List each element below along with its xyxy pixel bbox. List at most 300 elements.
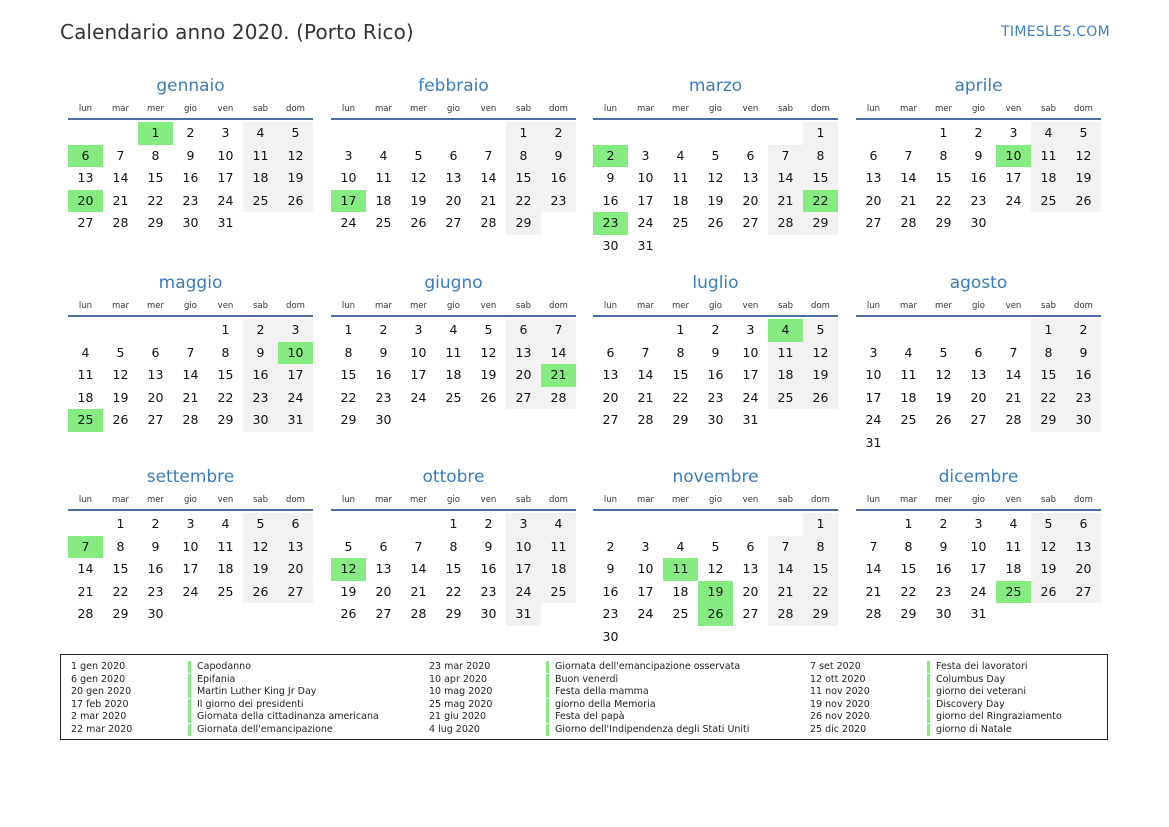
holiday-cell[interactable]: 25 <box>996 581 1031 604</box>
day-cell[interactable]: 26 <box>278 190 313 213</box>
day-cell[interactable]: 21 <box>182 389 199 405</box>
holiday-cell[interactable]: 2 <box>593 145 628 168</box>
holiday-cell[interactable]: 12 <box>331 558 366 581</box>
day-cell[interactable]: 1 <box>449 516 458 531</box>
holiday-cell[interactable]: 19 <box>698 581 733 604</box>
day-cell[interactable]: 20 <box>375 583 392 599</box>
day-cell[interactable]: 21 <box>77 583 94 599</box>
day-cell[interactable]: 13 <box>77 170 94 185</box>
day-cell[interactable]: 29 <box>803 212 838 235</box>
day-cell[interactable]: 11 <box>541 536 576 559</box>
day-cell[interactable]: 11 <box>445 344 462 360</box>
day-cell[interactable]: 21 <box>1005 389 1022 405</box>
day-cell[interactable]: 24 <box>865 412 882 427</box>
day-cell[interactable]: 15 <box>803 558 838 581</box>
holiday-cell[interactable]: 10 <box>996 145 1031 168</box>
day-cell[interactable]: 9 <box>151 538 160 554</box>
day-cell[interactable]: 18 <box>541 558 576 581</box>
day-cell[interactable]: 24 <box>637 606 654 621</box>
holiday-cell[interactable]: 21 <box>541 364 576 387</box>
day-cell[interactable]: 26 <box>1031 581 1066 604</box>
day-cell[interactable]: 9 <box>606 170 615 185</box>
day-cell[interactable]: 12 <box>278 145 313 168</box>
holiday-cell[interactable]: 17 <box>331 190 366 213</box>
day-cell[interactable]: 1 <box>116 516 125 531</box>
day-cell[interactable]: 30 <box>602 628 619 644</box>
day-cell[interactable]: 23 <box>243 387 278 410</box>
day-cell[interactable]: 22 <box>112 583 129 599</box>
day-cell[interactable]: 17 <box>865 389 882 405</box>
day-cell[interactable]: 6 <box>379 538 388 554</box>
day-cell[interactable]: 18 <box>672 583 689 599</box>
day-cell[interactable]: 4 <box>904 344 913 360</box>
day-cell[interactable]: 11 <box>1005 538 1022 554</box>
day-cell[interactable]: 28 <box>900 215 917 230</box>
day-cell[interactable]: 21 <box>480 192 497 208</box>
day-cell[interactable]: 1 <box>676 322 685 337</box>
day-cell[interactable]: 18 <box>900 389 917 405</box>
day-cell[interactable]: 13 <box>1066 536 1101 559</box>
day-cell[interactable]: 19 <box>1031 558 1066 581</box>
day-cell[interactable]: 25 <box>243 190 278 213</box>
day-cell[interactable]: 16 <box>602 192 619 208</box>
day-cell[interactable]: 28 <box>637 412 654 427</box>
day-cell[interactable]: 15 <box>445 561 462 576</box>
day-cell[interactable]: 4 <box>221 516 230 531</box>
day-cell[interactable]: 13 <box>375 561 392 576</box>
day-cell[interactable]: 23 <box>602 606 619 621</box>
day-cell[interactable]: 6 <box>449 147 458 163</box>
day-cell[interactable]: 26 <box>340 606 357 621</box>
day-cell[interactable]: 18 <box>77 389 94 405</box>
day-cell[interactable]: 14 <box>77 561 94 576</box>
day-cell[interactable]: 24 <box>742 389 759 405</box>
day-cell[interactable]: 11 <box>768 342 803 365</box>
day-cell[interactable]: 9 <box>379 344 388 360</box>
day-cell[interactable]: 8 <box>506 145 541 168</box>
day-cell[interactable]: 8 <box>803 536 838 559</box>
day-cell[interactable]: 7 <box>186 344 195 360</box>
day-cell[interactable]: 21 <box>865 583 882 599</box>
day-cell[interactable]: 16 <box>182 170 199 185</box>
day-cell[interactable]: 6 <box>1066 513 1101 536</box>
day-cell[interactable]: 11 <box>672 170 689 185</box>
day-cell[interactable]: 3 <box>344 147 353 163</box>
day-cell[interactable]: 23 <box>182 192 199 208</box>
day-cell[interactable]: 2 <box>379 322 388 337</box>
day-cell[interactable]: 6 <box>506 319 541 342</box>
day-cell[interactable]: 14 <box>410 561 427 576</box>
day-cell[interactable]: 27 <box>602 412 619 427</box>
day-cell[interactable]: 14 <box>900 170 917 185</box>
day-cell[interactable]: 28 <box>541 387 576 410</box>
day-cell[interactable]: 26 <box>803 387 838 410</box>
day-cell[interactable]: 9 <box>243 342 278 365</box>
day-cell[interactable]: 29 <box>803 603 838 626</box>
day-cell[interactable]: 11 <box>1031 145 1066 168</box>
day-cell[interactable]: 12 <box>112 367 129 382</box>
day-cell[interactable]: 21 <box>768 190 803 213</box>
day-cell[interactable]: 23 <box>541 190 576 213</box>
day-cell[interactable]: 29 <box>340 412 357 427</box>
day-cell[interactable]: 9 <box>541 145 576 168</box>
day-cell[interactable]: 10 <box>182 538 199 554</box>
day-cell[interactable]: 29 <box>112 606 129 621</box>
day-cell[interactable]: 12 <box>410 170 427 185</box>
day-cell[interactable]: 13 <box>742 170 759 185</box>
holiday-cell[interactable]: 23 <box>593 212 628 235</box>
day-cell[interactable]: 1 <box>904 516 913 531</box>
day-cell[interactable]: 5 <box>344 538 353 554</box>
day-cell[interactable]: 28 <box>865 606 882 621</box>
day-cell[interactable]: 19 <box>340 583 357 599</box>
day-cell[interactable]: 25 <box>445 389 462 405</box>
day-cell[interactable]: 29 <box>217 412 234 427</box>
day-cell[interactable]: 22 <box>672 389 689 405</box>
day-cell[interactable]: 17 <box>742 367 759 382</box>
day-cell[interactable]: 20 <box>506 364 541 387</box>
day-cell[interactable]: 12 <box>707 561 724 576</box>
day-cell[interactable]: 9 <box>974 147 983 163</box>
day-cell[interactable]: 9 <box>939 538 948 554</box>
day-cell[interactable]: 23 <box>375 389 392 405</box>
day-cell[interactable]: 19 <box>410 192 427 208</box>
day-cell[interactable]: 11 <box>900 367 917 382</box>
day-cell[interactable]: 29 <box>147 215 164 230</box>
day-cell[interactable]: 21 <box>410 583 427 599</box>
day-cell[interactable]: 3 <box>186 516 195 531</box>
day-cell[interactable]: 13 <box>602 367 619 382</box>
day-cell[interactable]: 25 <box>900 412 917 427</box>
day-cell[interactable]: 22 <box>935 192 952 208</box>
day-cell[interactable]: 2 <box>1066 319 1101 342</box>
day-cell[interactable]: 10 <box>637 170 654 185</box>
day-cell[interactable]: 25 <box>672 215 689 230</box>
day-cell[interactable]: 9 <box>186 147 195 163</box>
day-cell[interactable]: 24 <box>278 387 313 410</box>
day-cell[interactable]: 23 <box>970 192 987 208</box>
day-cell[interactable]: 2 <box>939 516 948 531</box>
day-cell[interactable]: 8 <box>221 344 230 360</box>
day-cell[interactable]: 1 <box>506 122 541 145</box>
day-cell[interactable]: 20 <box>742 583 759 599</box>
day-cell[interactable]: 25 <box>672 606 689 621</box>
day-cell[interactable]: 12 <box>935 367 952 382</box>
day-cell[interactable]: 14 <box>768 167 803 190</box>
day-cell[interactable]: 1 <box>344 322 353 337</box>
day-cell[interactable]: 28 <box>410 606 427 621</box>
day-cell[interactable]: 18 <box>375 192 392 208</box>
day-cell[interactable]: 23 <box>707 389 724 405</box>
day-cell[interactable]: 1 <box>221 322 230 337</box>
day-cell[interactable]: 11 <box>243 145 278 168</box>
day-cell[interactable]: 26 <box>243 581 278 604</box>
day-cell[interactable]: 17 <box>217 170 234 185</box>
day-cell[interactable]: 28 <box>1005 412 1022 427</box>
day-cell[interactable]: 16 <box>935 561 952 576</box>
day-cell[interactable]: 15 <box>803 167 838 190</box>
holiday-cell[interactable]: 20 <box>68 190 103 213</box>
day-cell[interactable]: 2 <box>484 516 493 531</box>
day-cell[interactable]: 31 <box>278 409 313 432</box>
day-cell[interactable]: 30 <box>147 606 164 621</box>
day-cell[interactable]: 27 <box>506 387 541 410</box>
day-cell[interactable]: 11 <box>217 538 234 554</box>
holiday-cell[interactable]: 22 <box>803 190 838 213</box>
day-cell[interactable]: 25 <box>1031 190 1066 213</box>
holiday-cell[interactable]: 7 <box>68 536 103 559</box>
day-cell[interactable]: 31 <box>506 603 541 626</box>
day-cell[interactable]: 16 <box>970 170 987 185</box>
day-cell[interactable]: 12 <box>707 170 724 185</box>
day-cell[interactable]: 12 <box>1031 536 1066 559</box>
day-cell[interactable]: 2 <box>151 516 160 531</box>
day-cell[interactable]: 27 <box>278 581 313 604</box>
day-cell[interactable]: 16 <box>147 561 164 576</box>
day-cell[interactable]: 7 <box>541 319 576 342</box>
day-cell[interactable]: 3 <box>414 322 423 337</box>
day-cell[interactable]: 26 <box>480 389 497 405</box>
day-cell[interactable]: 28 <box>480 215 497 230</box>
day-cell[interactable]: 17 <box>637 583 654 599</box>
day-cell[interactable]: 21 <box>637 389 654 405</box>
day-cell[interactable]: 4 <box>81 344 90 360</box>
day-cell[interactable]: 16 <box>541 167 576 190</box>
day-cell[interactable]: 30 <box>480 606 497 621</box>
day-cell[interactable]: 29 <box>900 606 917 621</box>
day-cell[interactable]: 6 <box>278 513 313 536</box>
day-cell[interactable]: 1 <box>803 122 838 145</box>
day-cell[interactable]: 30 <box>375 412 392 427</box>
day-cell[interactable]: 24 <box>410 389 427 405</box>
day-cell[interactable]: 27 <box>742 606 759 621</box>
day-cell[interactable]: 15 <box>900 561 917 576</box>
day-cell[interactable]: 15 <box>147 170 164 185</box>
holiday-cell[interactable]: 25 <box>68 409 103 432</box>
day-cell[interactable]: 5 <box>116 344 125 360</box>
day-cell[interactable]: 10 <box>340 170 357 185</box>
day-cell[interactable]: 26 <box>707 215 724 230</box>
day-cell[interactable]: 18 <box>768 364 803 387</box>
day-cell[interactable]: 16 <box>375 367 392 382</box>
day-cell[interactable]: 14 <box>480 170 497 185</box>
day-cell[interactable]: 5 <box>484 322 493 337</box>
day-cell[interactable]: 8 <box>939 147 948 163</box>
day-cell[interactable]: 5 <box>243 513 278 536</box>
day-cell[interactable]: 22 <box>217 389 234 405</box>
day-cell[interactable]: 19 <box>935 389 952 405</box>
day-cell[interactable]: 3 <box>641 147 650 163</box>
day-cell[interactable]: 17 <box>970 561 987 576</box>
day-cell[interactable]: 27 <box>445 215 462 230</box>
day-cell[interactable]: 8 <box>904 538 913 554</box>
day-cell[interactable]: 14 <box>112 170 129 185</box>
day-cell[interactable]: 9 <box>1066 342 1101 365</box>
day-cell[interactable]: 22 <box>147 192 164 208</box>
day-cell[interactable]: 18 <box>243 167 278 190</box>
day-cell[interactable]: 13 <box>147 367 164 382</box>
day-cell[interactable]: 4 <box>1031 122 1066 145</box>
day-cell[interactable]: 28 <box>768 603 803 626</box>
day-cell[interactable]: 15 <box>672 367 689 382</box>
day-cell[interactable]: 3 <box>746 322 755 337</box>
day-cell[interactable]: 2 <box>974 125 983 140</box>
day-cell[interactable]: 23 <box>1066 387 1101 410</box>
day-cell[interactable]: 15 <box>112 561 129 576</box>
day-cell[interactable]: 25 <box>375 215 392 230</box>
day-cell[interactable]: 18 <box>672 192 689 208</box>
day-cell[interactable]: 15 <box>506 167 541 190</box>
day-cell[interactable]: 7 <box>116 147 125 163</box>
day-cell[interactable]: 8 <box>803 145 838 168</box>
day-cell[interactable]: 26 <box>1066 190 1101 213</box>
day-cell[interactable]: 31 <box>217 215 234 230</box>
day-cell[interactable]: 28 <box>768 212 803 235</box>
day-cell[interactable]: 8 <box>116 538 125 554</box>
day-cell[interactable]: 17 <box>410 367 427 382</box>
day-cell[interactable]: 6 <box>974 344 983 360</box>
day-cell[interactable]: 27 <box>865 215 882 230</box>
day-cell[interactable]: 13 <box>506 342 541 365</box>
day-cell[interactable]: 3 <box>506 513 541 536</box>
day-cell[interactable]: 24 <box>340 215 357 230</box>
day-cell[interactable]: 28 <box>112 215 129 230</box>
day-cell[interactable]: 22 <box>506 190 541 213</box>
holiday-cell[interactable]: 26 <box>698 603 733 626</box>
holiday-cell[interactable]: 11 <box>663 558 698 581</box>
day-cell[interactable]: 20 <box>147 389 164 405</box>
day-cell[interactable]: 20 <box>970 389 987 405</box>
day-cell[interactable]: 24 <box>637 215 654 230</box>
day-cell[interactable]: 20 <box>278 558 313 581</box>
day-cell[interactable]: 24 <box>970 583 987 599</box>
day-cell[interactable]: 29 <box>672 412 689 427</box>
day-cell[interactable]: 27 <box>147 412 164 427</box>
day-cell[interactable]: 20 <box>865 192 882 208</box>
day-cell[interactable]: 22 <box>803 581 838 604</box>
day-cell[interactable]: 27 <box>77 215 94 230</box>
day-cell[interactable]: 3 <box>221 125 230 140</box>
day-cell[interactable]: 10 <box>637 561 654 576</box>
day-cell[interactable]: 7 <box>904 147 913 163</box>
day-cell[interactable]: 16 <box>1066 364 1101 387</box>
day-cell[interactable]: 16 <box>707 367 724 382</box>
day-cell[interactable]: 5 <box>1031 513 1066 536</box>
day-cell[interactable]: 29 <box>445 606 462 621</box>
day-cell[interactable]: 19 <box>707 192 724 208</box>
brand-link[interactable]: TIMESLES.COM <box>1001 24 1110 40</box>
holiday-cell[interactable]: 4 <box>768 319 803 342</box>
day-cell[interactable]: 8 <box>151 147 160 163</box>
day-cell[interactable]: 21 <box>112 192 129 208</box>
day-cell[interactable]: 18 <box>217 561 234 576</box>
day-cell[interactable]: 29 <box>1031 409 1066 432</box>
day-cell[interactable]: 15 <box>1031 364 1066 387</box>
day-cell[interactable]: 29 <box>935 215 952 230</box>
day-cell[interactable]: 30 <box>602 237 619 253</box>
day-cell[interactable]: 23 <box>480 583 497 599</box>
day-cell[interactable]: 12 <box>1066 145 1101 168</box>
day-cell[interactable]: 14 <box>768 558 803 581</box>
day-cell[interactable]: 31 <box>865 434 882 450</box>
day-cell[interactable]: 17 <box>182 561 199 576</box>
day-cell[interactable]: 19 <box>803 364 838 387</box>
day-cell[interactable]: 24 <box>1005 192 1022 208</box>
day-cell[interactable]: 27 <box>742 215 759 230</box>
day-cell[interactable]: 19 <box>112 389 129 405</box>
day-cell[interactable]: 6 <box>606 344 615 360</box>
day-cell[interactable]: 5 <box>711 147 720 163</box>
day-cell[interactable]: 13 <box>445 170 462 185</box>
day-cell[interactable]: 20 <box>602 389 619 405</box>
day-cell[interactable]: 12 <box>243 536 278 559</box>
day-cell[interactable]: 22 <box>340 389 357 405</box>
day-cell[interactable]: 19 <box>243 558 278 581</box>
day-cell[interactable]: 12 <box>803 342 838 365</box>
day-cell[interactable]: 1 <box>939 125 948 140</box>
day-cell[interactable]: 11 <box>77 367 94 382</box>
day-cell[interactable]: 9 <box>711 344 720 360</box>
day-cell[interactable]: 17 <box>506 558 541 581</box>
day-cell[interactable]: 29 <box>506 212 541 235</box>
day-cell[interactable]: 3 <box>869 344 878 360</box>
day-cell[interactable]: 2 <box>541 122 576 145</box>
day-cell[interactable]: 7 <box>869 538 878 554</box>
day-cell[interactable]: 30 <box>935 606 952 621</box>
day-cell[interactable]: 5 <box>803 319 838 342</box>
day-cell[interactable]: 9 <box>606 561 615 576</box>
day-cell[interactable]: 27 <box>970 412 987 427</box>
day-cell[interactable]: 9 <box>484 538 493 554</box>
day-cell[interactable]: 20 <box>742 192 759 208</box>
day-cell[interactable]: 4 <box>541 513 576 536</box>
day-cell[interactable]: 5 <box>414 147 423 163</box>
day-cell[interactable]: 2 <box>711 322 720 337</box>
day-cell[interactable]: 12 <box>480 344 497 360</box>
day-cell[interactable]: 30 <box>182 215 199 230</box>
day-cell[interactable]: 3 <box>641 538 650 554</box>
day-cell[interactable]: 13 <box>742 561 759 576</box>
day-cell[interactable]: 15 <box>217 367 234 382</box>
day-cell[interactable]: 1 <box>1031 319 1066 342</box>
day-cell[interactable]: 19 <box>278 167 313 190</box>
day-cell[interactable]: 10 <box>506 536 541 559</box>
day-cell[interactable]: 5 <box>711 538 720 554</box>
day-cell[interactable]: 19 <box>1066 167 1101 190</box>
day-cell[interactable]: 31 <box>970 606 987 621</box>
day-cell[interactable]: 7 <box>768 536 803 559</box>
day-cell[interactable]: 10 <box>865 367 882 382</box>
day-cell[interactable]: 22 <box>900 583 917 599</box>
day-cell[interactable]: 18 <box>445 367 462 382</box>
day-cell[interactable]: 4 <box>676 538 685 554</box>
day-cell[interactable]: 10 <box>742 344 759 360</box>
day-cell[interactable]: 27 <box>375 606 392 621</box>
day-cell[interactable]: 8 <box>1031 342 1066 365</box>
day-cell[interactable]: 2 <box>243 319 278 342</box>
day-cell[interactable]: 26 <box>410 215 427 230</box>
day-cell[interactable]: 7 <box>1009 344 1018 360</box>
day-cell[interactable]: 30 <box>1066 409 1101 432</box>
day-cell[interactable]: 10 <box>217 147 234 163</box>
day-cell[interactable]: 21 <box>900 192 917 208</box>
day-cell[interactable]: 15 <box>935 170 952 185</box>
day-cell[interactable]: 27 <box>1066 581 1101 604</box>
day-cell[interactable]: 5 <box>939 344 948 360</box>
day-cell[interactable]: 13 <box>278 536 313 559</box>
day-cell[interactable]: 6 <box>746 538 755 554</box>
day-cell[interactable]: 18 <box>1005 561 1022 576</box>
